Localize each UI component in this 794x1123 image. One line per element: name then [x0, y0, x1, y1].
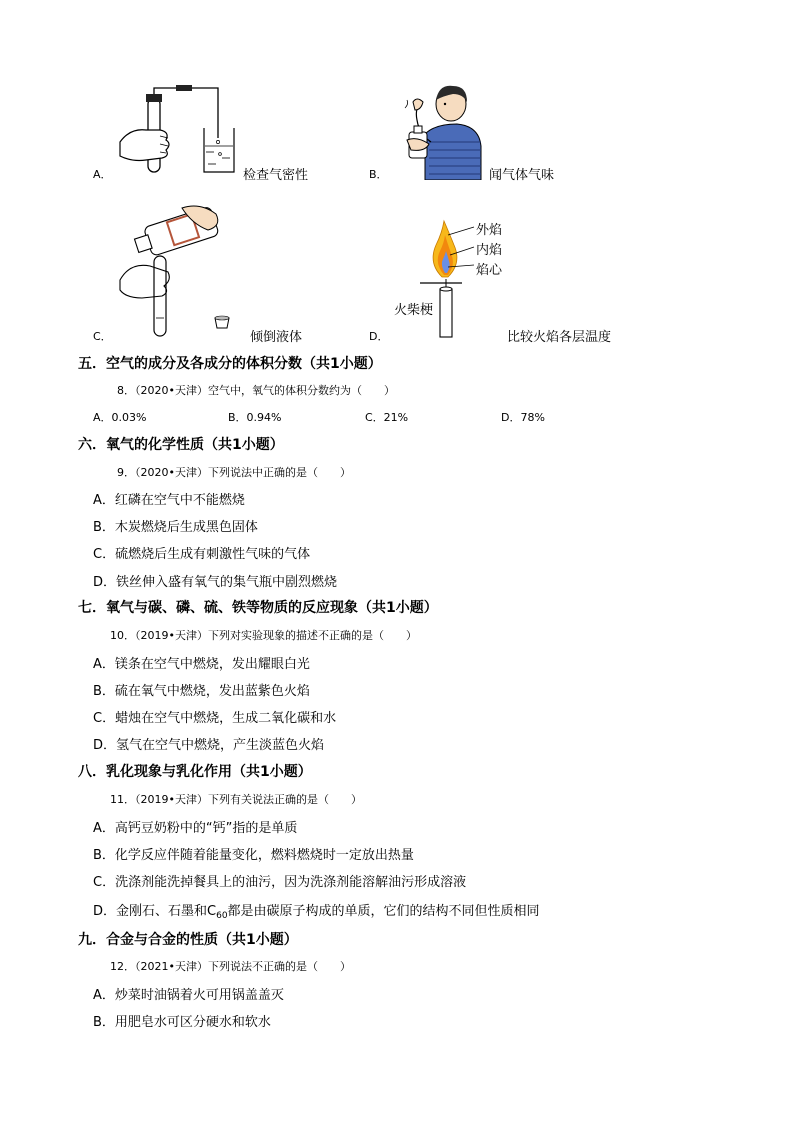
q10-option-c: C．蜡烛在空气中燃烧，生成二氧化碳和水 — [93, 711, 337, 726]
flame-label-core: 焰心 — [476, 263, 503, 278]
q9-option-d: D．铁丝伸入盛有氧气的集气瓶中剧烈燃烧 — [93, 575, 338, 590]
airtightness-apparatus-illustration — [110, 80, 240, 180]
q8-option-d: D．78% — [501, 411, 545, 424]
q11-option-d-pre: D．金刚石、石墨和C — [93, 904, 217, 919]
figure-b-letter: B． — [369, 168, 388, 181]
q11-option-d — [93, 900, 540, 921]
q11-option-a: A．高钙豆奶粉中的“钙”指的是单质 — [93, 821, 298, 836]
q9-option-c: C．硫燃烧后生成有刺激性气味的气体 — [93, 547, 311, 562]
figure-b-smelling — [395, 80, 485, 180]
question-12: 12．（2021•天津）下列说法不正确的是（ ） — [110, 960, 351, 973]
figure-d-caption: 比较火焰各层温度 — [507, 330, 612, 345]
q11-option-d-subscript: 60 — [216, 911, 228, 921]
question-9: 9．（2020•天津）下列说法中正确的是（ ） — [117, 466, 351, 479]
section-5-heading: 五．空气的成分及各成分的体积分数（共1小题） — [78, 356, 382, 372]
q12-option-b: B．用肥皂水可区分硬水和软水 — [93, 1015, 271, 1030]
question-11: 11．（2019•天津）下列有关说法正确的是（ ） — [110, 793, 362, 806]
flame-label-outer: 外焰 — [476, 223, 503, 238]
section-8-heading: 八．乳化现象与乳化作用（共1小题） — [78, 764, 312, 780]
figure-a-airtightness — [110, 80, 240, 180]
q10-option-a: A．镁条在空气中燃烧，发出耀眼白光 — [93, 657, 310, 672]
q10-option-d: D．氢气在空气中燃烧，产生淡蓝色火焰 — [93, 738, 325, 753]
q12-option-a: A．炒菜时油锅着火可用锅盖盖灭 — [93, 988, 284, 1003]
smelling-gas-illustration — [395, 80, 485, 180]
figure-d-letter: D． — [369, 330, 389, 343]
pouring-liquid-illustration — [112, 200, 242, 340]
figure-a-letter: A． — [93, 168, 112, 181]
section-7-heading: 七．氧气与碳、磷、硫、铁等物质的反应现象（共1小题） — [78, 600, 438, 616]
figure-c-letter: C． — [93, 330, 112, 343]
q9-option-b: B．木炭燃烧后生成黑色固体 — [93, 520, 258, 535]
q11-option-b: B．化学反应伴随着能量变化，燃料燃烧时一定放出热量 — [93, 848, 414, 863]
q9-option-a: A．红磷在空气中不能燃烧 — [93, 493, 245, 508]
figure-c-pouring — [112, 200, 242, 340]
figure-b-caption: 闻气体气味 — [489, 168, 555, 183]
figure-c-caption: 倾倒液体 — [250, 330, 303, 345]
question-8: 8．（2020•天津）空气中，氧气的体积分数约为（ ） — [117, 384, 395, 397]
flame-label-match: 火柴梗 — [394, 303, 434, 318]
q11-option-d-post: 都是由碳原子构成的单质，它们的结构不同但性质相同 — [227, 904, 540, 919]
section-6-heading: 六．氧气的化学性质（共1小题） — [78, 437, 284, 453]
q8-option-a: A．0.03% — [93, 411, 147, 424]
flame-label-inner: 内焰 — [476, 243, 503, 258]
q8-option-b: B．0.94% — [228, 411, 282, 424]
q8-option-c: C．21% — [365, 411, 409, 424]
figure-a-caption: 检查气密性 — [243, 168, 309, 183]
q10-option-b: B．硫在氧气中燃烧，发出蓝紫色火焰 — [93, 684, 310, 699]
q11-option-c: C．洗涤剂能洗掉餐具上的油污，因为洗涤剂能溶解油污形成溶液 — [93, 875, 467, 890]
question-10: 10．（2019•天津）下列对实验现象的描述不正确的是（ ） — [110, 629, 417, 642]
section-9-heading: 九．合金与合金的性质（共1小题） — [78, 932, 298, 948]
